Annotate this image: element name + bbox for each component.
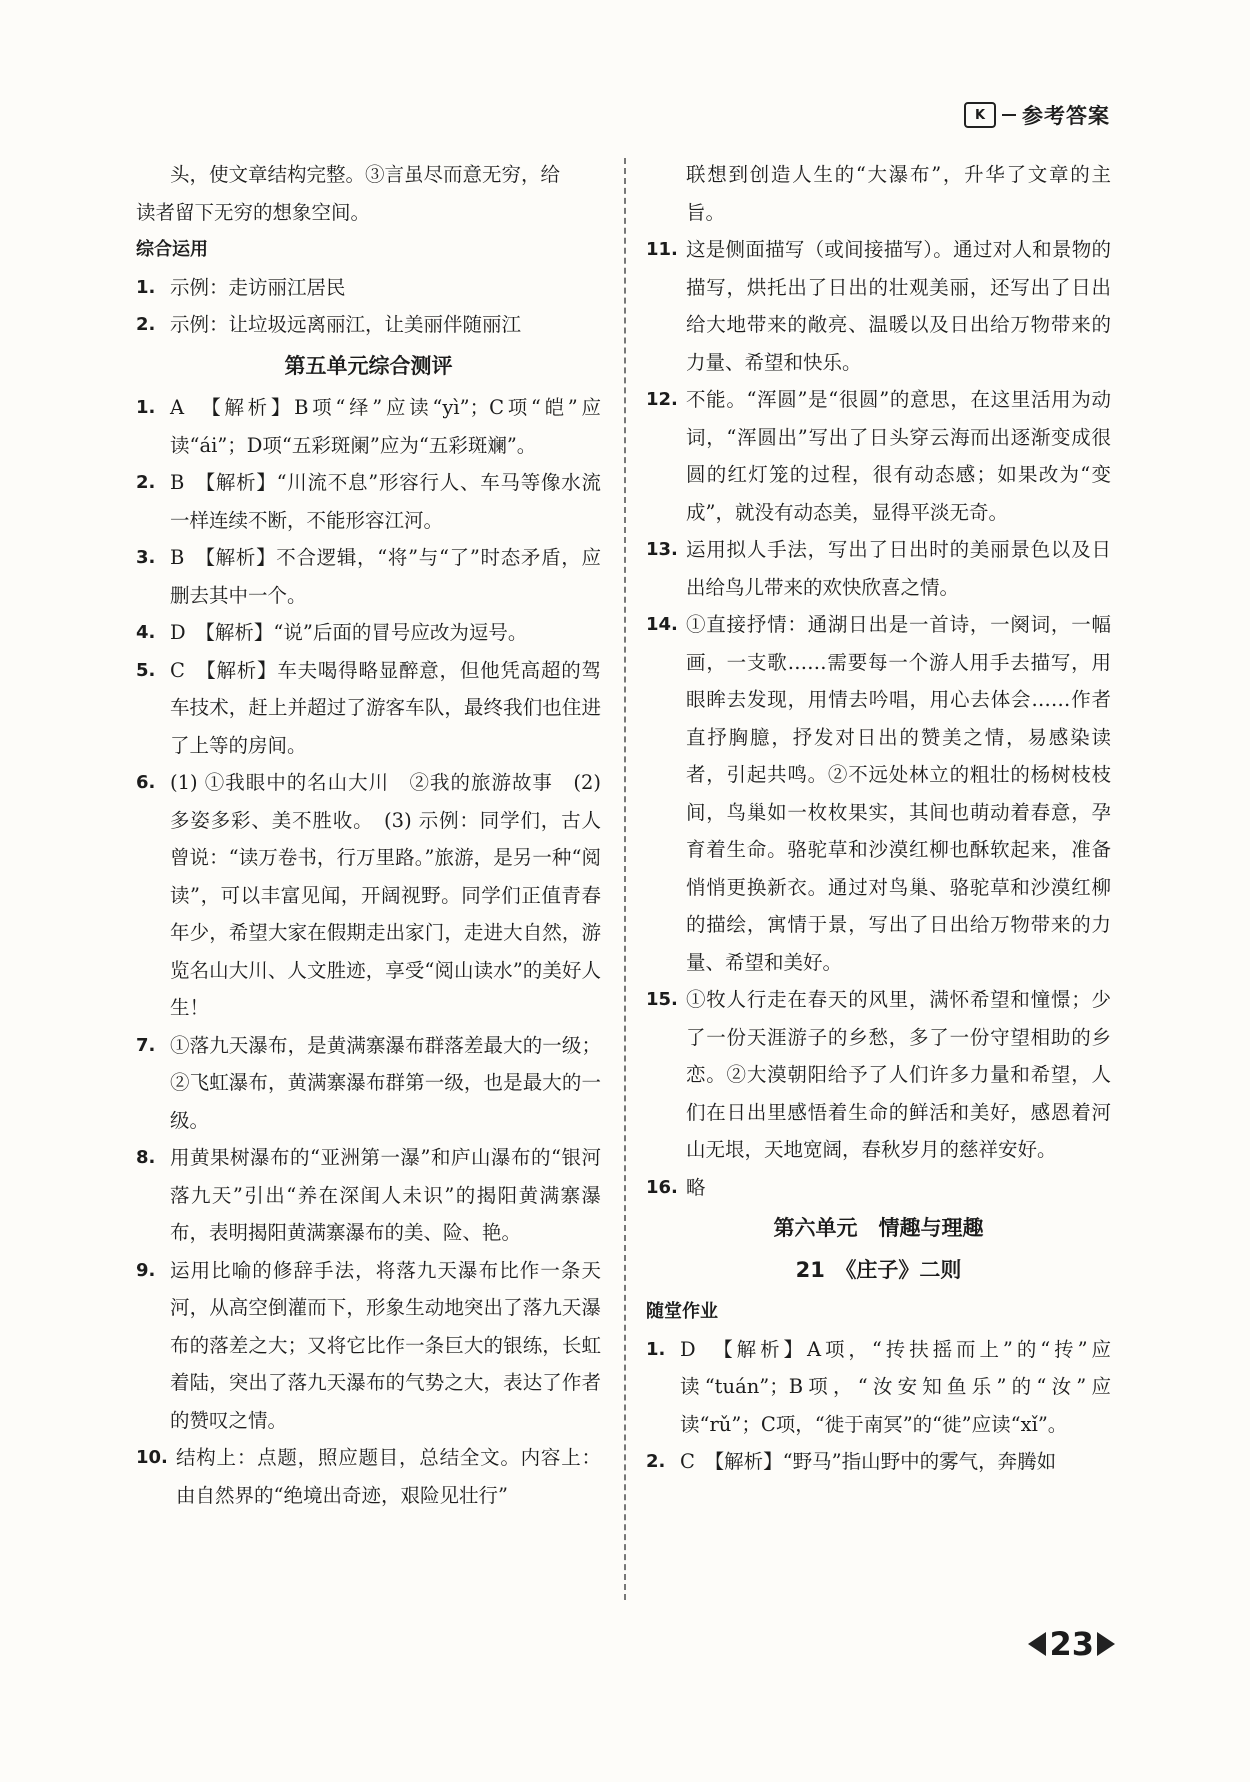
item-number: 2.: [136, 472, 156, 493]
list-item: [646, 981, 1111, 1169]
list-item: [136, 269, 601, 307]
item-number: 2.: [136, 314, 156, 335]
list-item: [136, 764, 601, 1027]
list-item: [136, 1439, 601, 1514]
list-item: [646, 231, 1111, 381]
item-text: 用黄果树瀑布的“亚洲第一瀑”和庐山瀑布的“银河落九天”引出“养在深闺人未识”的揭阳黄满寨瀑布，表明揭阳黄满寨瀑布的美、险、艳。: [170, 1146, 601, 1244]
item-text: (1) ①我眼中的名山大川 ②我的旅游故事 (2) 多姿多彩、美不胜收。 (3) 示例：同学们，古人曾说：“读万卷书，行万里路。”旅游，是另一种“阅读”，可以丰富见闻，开阔视野。同学们正值青春年少，希望大家在假期走出家门，走进大自然，游览名山大川、人文胜迹，享受“阅山读水”的美好人生！: [170, 771, 601, 1019]
lesson-title: 21 《庄子》二则: [795, 1257, 962, 1282]
item-text: 这是侧面描写（或间接描写）。通过对人和景物的描写，烘托出了日出的壮观美丽，还写出了日出给大地带来的敞亮、温暖以及日出给万物带来的力量、希望和快乐。: [686, 238, 1111, 374]
triangle-right-icon: [1097, 1632, 1115, 1656]
list-item: [136, 1252, 601, 1440]
item-text: 略: [686, 1175, 706, 1199]
item-text: 示例：让垃圾远离丽江，让美丽伴随丽江: [170, 313, 522, 336]
intro-line-1: 头，使文章结构完整。③言虽尽而意无穷，给: [170, 163, 561, 186]
list-item: [136, 1027, 601, 1140]
continued-text: 联想到创造人生的“大瀑布”，升华了文章的主旨。: [686, 163, 1111, 224]
list-item: [136, 614, 601, 652]
list-item: [646, 381, 1111, 531]
item-text: D 【解析】“说”后面的冒号应改为逗号。: [170, 621, 528, 644]
item-text: 不能。“浑圆”是“很圆”的意思，在这里活用为动词，“浑圆出”写出了日头穿云海而出逐渐变成很圆的红灯笼的过程，很有动态感；如果改为“变成”，就没有动态美，显得平淡无奇。: [686, 388, 1111, 524]
section-title: 综合运用: [136, 239, 208, 260]
item-text: B 【解析】不合逻辑，“将”与“了”时态矛盾，应删去其中一个。: [170, 546, 601, 607]
list-item: [136, 306, 601, 344]
item-number: 1.: [136, 276, 156, 298]
item-text: 运用比喻的修辞手法，将落九天瀑布比作一条天河，从高空倒灌而下，形象生动地突出了落九天瀑布的落差之大；又将它比作一条巨大的银练，长虹着陆，突出了落九天瀑布的气势之大，表达了作者的赞叹之情。: [170, 1258, 601, 1432]
list-item: [646, 1331, 1111, 1444]
item-number: 2.: [646, 1451, 666, 1472]
list-item: [646, 1169, 1111, 1207]
item-text: A 【解析】B项“绎”应读“yì”；C项“皑”应读“ái”；D项“五彩斑阑”应为“五彩斑斓”。: [170, 396, 601, 457]
item-text: B 【解析】“川流不息”形容行人、车马等像水流一样连续不断，不能形容江河。: [170, 471, 601, 532]
item-number: 1.: [646, 1338, 666, 1360]
item-number: 10.: [136, 1447, 168, 1468]
list-item: [136, 652, 601, 765]
item-text: 运用拟人手法，写出了日出时的美丽景色以及日出给鸟儿带来的欢快欣喜之情。: [686, 538, 1111, 599]
header-title: 参考答案: [1022, 104, 1110, 128]
item-number: 7.: [136, 1034, 156, 1056]
list-item: [136, 539, 601, 614]
item-number: 14.: [646, 614, 678, 635]
item-text: 结构上：点题，照应题目，总结全文。内容上：由自然界的“绝境出奇迹，艰险见壮行”: [176, 1446, 601, 1507]
unit6-title: 第六单元 情趣与理趣: [773, 1216, 984, 1240]
list-item: [646, 1443, 1111, 1481]
item-text: C 【解析】“野马”指山野中的雾气，奔腾如: [680, 1450, 1057, 1473]
item-number: 11.: [646, 239, 678, 260]
item-number: 13.: [646, 539, 678, 560]
item-number: 3.: [136, 547, 156, 568]
intro-line-2: 读者留下无穷的想象空间。: [136, 200, 371, 224]
column-divider: [624, 158, 626, 1600]
item-text: 示例：走访丽江居民: [170, 275, 346, 299]
item-text: ①牧人行走在春天的风里，满怀希望和憧憬；少了一份天涯游子的乡愁，多了一份守望相助的乡恋。②大漠朝阳给予了人们许多力量和希望，人们在日出里感悟着生命的鲜活和美好，感恩着河山无垠，天地宽阔，春秋岁月的慈祥安好。: [686, 988, 1111, 1161]
item-number: 15.: [646, 989, 678, 1010]
item-text: C 【解析】车夫喝得略显醉意，但他凭高超的驾车技术，赶上并超过了游客车队，最终我们也住进了上等的房间。: [170, 658, 601, 757]
item-number: 9.: [136, 1259, 156, 1281]
right-column: [646, 156, 1111, 1481]
section-title: 随堂作业: [646, 1301, 718, 1322]
list-item: [136, 389, 601, 464]
triangle-left-icon: [1028, 1632, 1046, 1656]
list-item: [646, 606, 1111, 981]
kd-logo-icon: K: [964, 102, 996, 128]
list-item: [136, 464, 601, 539]
list-item: [136, 1139, 601, 1252]
page-header: [964, 100, 1110, 130]
item-text: ①直接抒情：通湖日出是一首诗，一阕词，一幅画，一支歌……需要每一个游人用手去描写，用眼眸去发现，用情去吟唱，用心去体会……作者直抒胸臆，抒发对日出的赞美之情，易感染读者，引起共鸣。②不远处林立的粗壮的杨树枝枝间，鸟巢如一枚枚果实，其间也萌动着春意，孕育着生命。骆驼草和沙漠红柳也酥软起来，准备悄悄更换新衣。通过对鸟巢、骆驼草和沙漠红柳的描绘，寓情于景，写出了日出给万物带来的力量、希望和美好。: [686, 613, 1111, 974]
page-number: 23: [1049, 1625, 1094, 1663]
item-number: 6.: [136, 772, 156, 793]
unit5-title: 第五单元综合测评: [284, 353, 453, 378]
item-number: 1.: [136, 397, 156, 418]
page-number-badge: [1028, 1625, 1115, 1663]
item-number: 12.: [646, 389, 678, 410]
item-number: 4.: [136, 622, 156, 643]
item-text: ①落九天瀑布，是黄满寨瀑布群落差最大的一级；②飞虹瀑布，黄满寨瀑布群第一级，也是最大的一级。: [170, 1033, 601, 1132]
list-item: [646, 531, 1111, 606]
item-text: D 【解析】A项，“抟扶摇而上”的“抟”应读“tuán”；B项，“汝安知鱼乐”的“汝”应读“rǔ”；C项，“徙于南冥”的“徙”应读“xǐ”。: [680, 1337, 1111, 1436]
item-number: 16.: [646, 1176, 678, 1198]
item-number: 8.: [136, 1147, 156, 1168]
item-number: 5.: [136, 659, 156, 681]
header-dash: [1002, 114, 1016, 117]
left-column: [136, 156, 601, 1514]
